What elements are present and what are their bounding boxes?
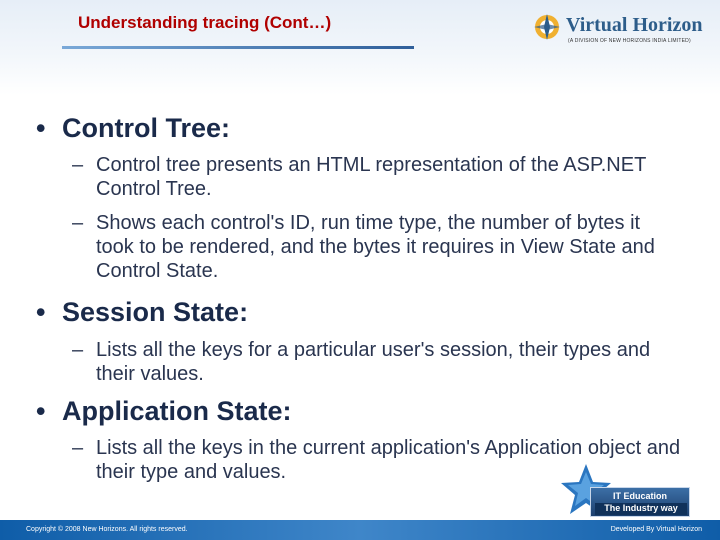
compass-logo-icon — [532, 12, 562, 42]
virtual-horizon-logo — [532, 10, 714, 52]
bullet-control-tree — [36, 113, 230, 144]
footer-copyright: Copyright © 2008 New Horizons. All rights reserved. — [26, 526, 188, 533]
subitem-text: Shows each control's ID, run time type, the number of bytes it took to be rendered, and the bytes it requires in View State and Control State. — [96, 212, 655, 282]
dash-marker: – — [72, 154, 84, 176]
subitem — [72, 153, 682, 201]
bullet-session-state — [36, 297, 248, 328]
bullet-label: Control Tree: — [62, 113, 231, 143]
bullet-label: Application State: — [62, 396, 292, 426]
badge-line2: The Industry way — [595, 503, 687, 515]
slide-title: Understanding tracing (Cont…) — [78, 13, 332, 32]
badge-line1: IT Education — [613, 491, 667, 501]
subitem-text: Control tree presents an HTML representation of the ASP.NET Control Tree. — [96, 154, 646, 200]
it-education-badge — [560, 462, 700, 520]
bullet-dot: • — [36, 297, 46, 327]
dash-marker: – — [72, 437, 84, 459]
bullet-dot: • — [36, 113, 46, 143]
subitem — [72, 211, 682, 283]
subitem-text: Lists all the keys for a particular user's session, their types and their values. — [96, 339, 651, 385]
badge-box — [590, 487, 690, 517]
dash-marker: – — [72, 339, 84, 361]
subitem-text: Lists all the keys in the current application's Application object and their type and values. — [96, 437, 681, 483]
bullet-application-state — [36, 396, 292, 427]
footer-developer: Developed By Virtual Horizon — [610, 526, 702, 533]
title-underline — [62, 46, 414, 49]
bullet-label: Session State: — [62, 297, 249, 327]
logo-tagline: (A DIVISION OF NEW HORIZONS INDIA LIMITED) — [568, 38, 691, 44]
subitem — [72, 338, 682, 386]
logo-name: Virtual Horizon — [566, 14, 703, 36]
dash-marker: – — [72, 212, 84, 234]
bullet-dot: • — [36, 396, 46, 426]
